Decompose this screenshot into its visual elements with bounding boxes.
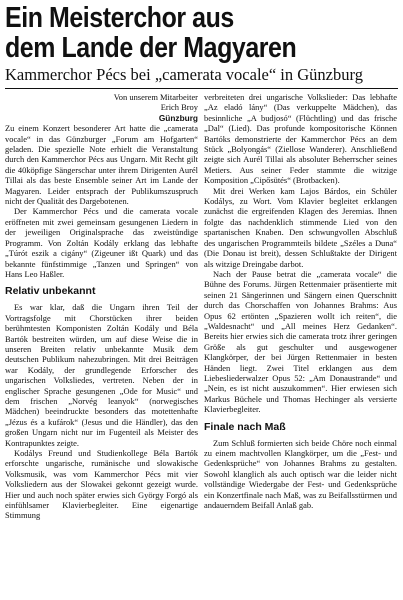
headline-line-2: dem Lande der Magyaren [5,32,297,64]
paragraph: Mit drei Werken kam Lajos Bárdos, ein Schüler Kodálys, zu Wort. Vom Klavier begleitet erklangen zunächst die ergreifenden Klagen des Jeremias. Ihnen folgte das nachdenklich stimmende Lied von den spartanischen Knaben. Den schwungvollen Abschluß des ungarischen Programmteils bildete „Széles a Duna“ (Die Donau ist breit), dessen Schlußtakte der Dirigent als witzige Dreingabe darbot. [204,185,397,269]
right-column [204,92,397,521]
paragraph: Es war klar, daß die Ungarn ihren Teil der Vortragsfolge mit Chorstücken ihrer beiden berühmtesten Komponisten Zoltán Kodály und Béla Bartók bestreiten würden, um auf diese Weise die in unseren Breiten relativ unbekannte Musik dem deutschen Publikum nahezubringen. Mit drei Beiträgen war Kodály, der grundlegende Erforscher des ungarischen Volksliedes, vertreten. Neben der in englischer Sprache gesungenen „Ode for Music“ und dem frischen „Norvég leanyok“ (norwegisches Mädchen) beeindruckte besonders das motettenhafte „Jézus és a kufárok“ (Jesus und die Händler), das den großen Ungarn nicht nur im Fugenteil als Meister des Kontrapunktes zeigte. [5,302,198,448]
article-columns [5,92,398,521]
author-name: Erich Broy [160,102,198,113]
byline [5,92,198,113]
paragraph: Zu einem Konzert besonderer Art hatte die „camerata vocale“ in das Günzburger „Forum am Hofgarten“ geladen. Die spezielle Note erhielt die Veranstaltung durch den Kammerchor Pécs aus Ungarn. Mit Recht gilt die 40köpfige Sängerschar unter ihrem Dirigenten Aurél Tillai als das beste Ensemble seiner Art im Lande der Magyaren. Leider entsprach der Publikumszuspruch nicht der Qualität des Dargebotenen. [5,123,198,207]
paragraph: Zum Schluß formierten sich beide Chöre noch einmal zu einem machtvollen Klangkörper, um die „Fest- und Gedenksprüche“ von Johannes Brahms zu gestalten. Sowohl klanglich als auch optisch war die leider nicht vollständige Wiedergabe der Fest- und Gedenksprüche ein Konzertfinale nach Maß, was zu Beifallsstürmen und andauerndem Beifall Anlaß gab. [204,437,397,511]
left-column [5,92,198,521]
byline-intro: Von unserem Mitarbeiter [113,92,198,102]
paragraph: Nach der Pause betrat die „camerata vocale“ die Bühne des Forums. Jürgen Rettenmaier präsentierte mit seinen 21 Sängerinnen und Sängern einen Querschnitt durch das Chorschaffen von Johannes Brahms: Aus Opus 62 ertönten „Spazieren wollt ich reiten“, die „Waldesnacht“ und „All meines Herz Gedanken“. Bereits hier erwies sich die camerata trotz ihrer geringen Größe als gut geschulter und ausgewogener Klangkörper, der bei Jürgen Rettenmaier in besten Händen liegt. Zwei Titel erklangen aus dem Liebesliederwalzer Opus 52: „Am Donaustrande“ und „Nein, es ist nicht auszukommen“. Hier erwiesen sich Markus Büchele und Thomas Hechinger als versierte Klavierbegleiter. [204,268,397,415]
paragraph: Der Kammerchor Pécs und die camerata vocale eröffneten mit zwei gemeinsam gesungenen Liedern in der jeweiligen Originalsprache das zweistündige Programm. Von Zoltán Kodály erklang das lebhafte „Túrót eszik a cigány“ (Zigeuner ißt Quark) und das bekannte fünfstimmige „Tanzen und Springen“ von Hans Leo Haßler. [5,206,198,279]
headline-line-1: Ein Meisterchor aus [5,2,234,34]
paragraph: Kodálys Freund und Studienkollege Béla Bartók erforschte ungarische, rumänische und slowakische Volksmusik, was vom Kammerchor Pécs mit vier Volksliedern aus der Slowakei gekonnt gezeigt wurde. Hier und auch noch später erwies sich György Forgó als einfühlsamer Klavierbegleiter. Eine eigenartige Stimmung [5,448,198,521]
section-heading: Finale nach Maß [204,420,286,433]
subheadline: Kammerchor Pécs bei „camerata vocale“ in Günzburg [5,65,363,84]
headline [5,3,343,63]
paragraph: verbreiteten drei ungarische Volkslieder: Das lebhafte „Az eladó lány“ (Das verkuppelte Mädchen), das besinnliche „A budjosó“ (Flüchtling) und das frische „Dal“ (Lied). Das profunde kompositorische Können Bartóks demonstrierte der Kammerchor Pécs an dem Stück „Bolyongás“ (Ziellose Wanderer). Anschließend zeigte sich Aurél Tillai als absoluter Beherrscher seines Metiers. Aus seiner Feder stammte die witzige Komposition „Cipősütés“ (Brotbacken). [204,92,397,186]
divider [5,88,398,89]
dateline: Günzburg [158,112,198,123]
section-heading: Relativ unbekannt [5,285,96,298]
